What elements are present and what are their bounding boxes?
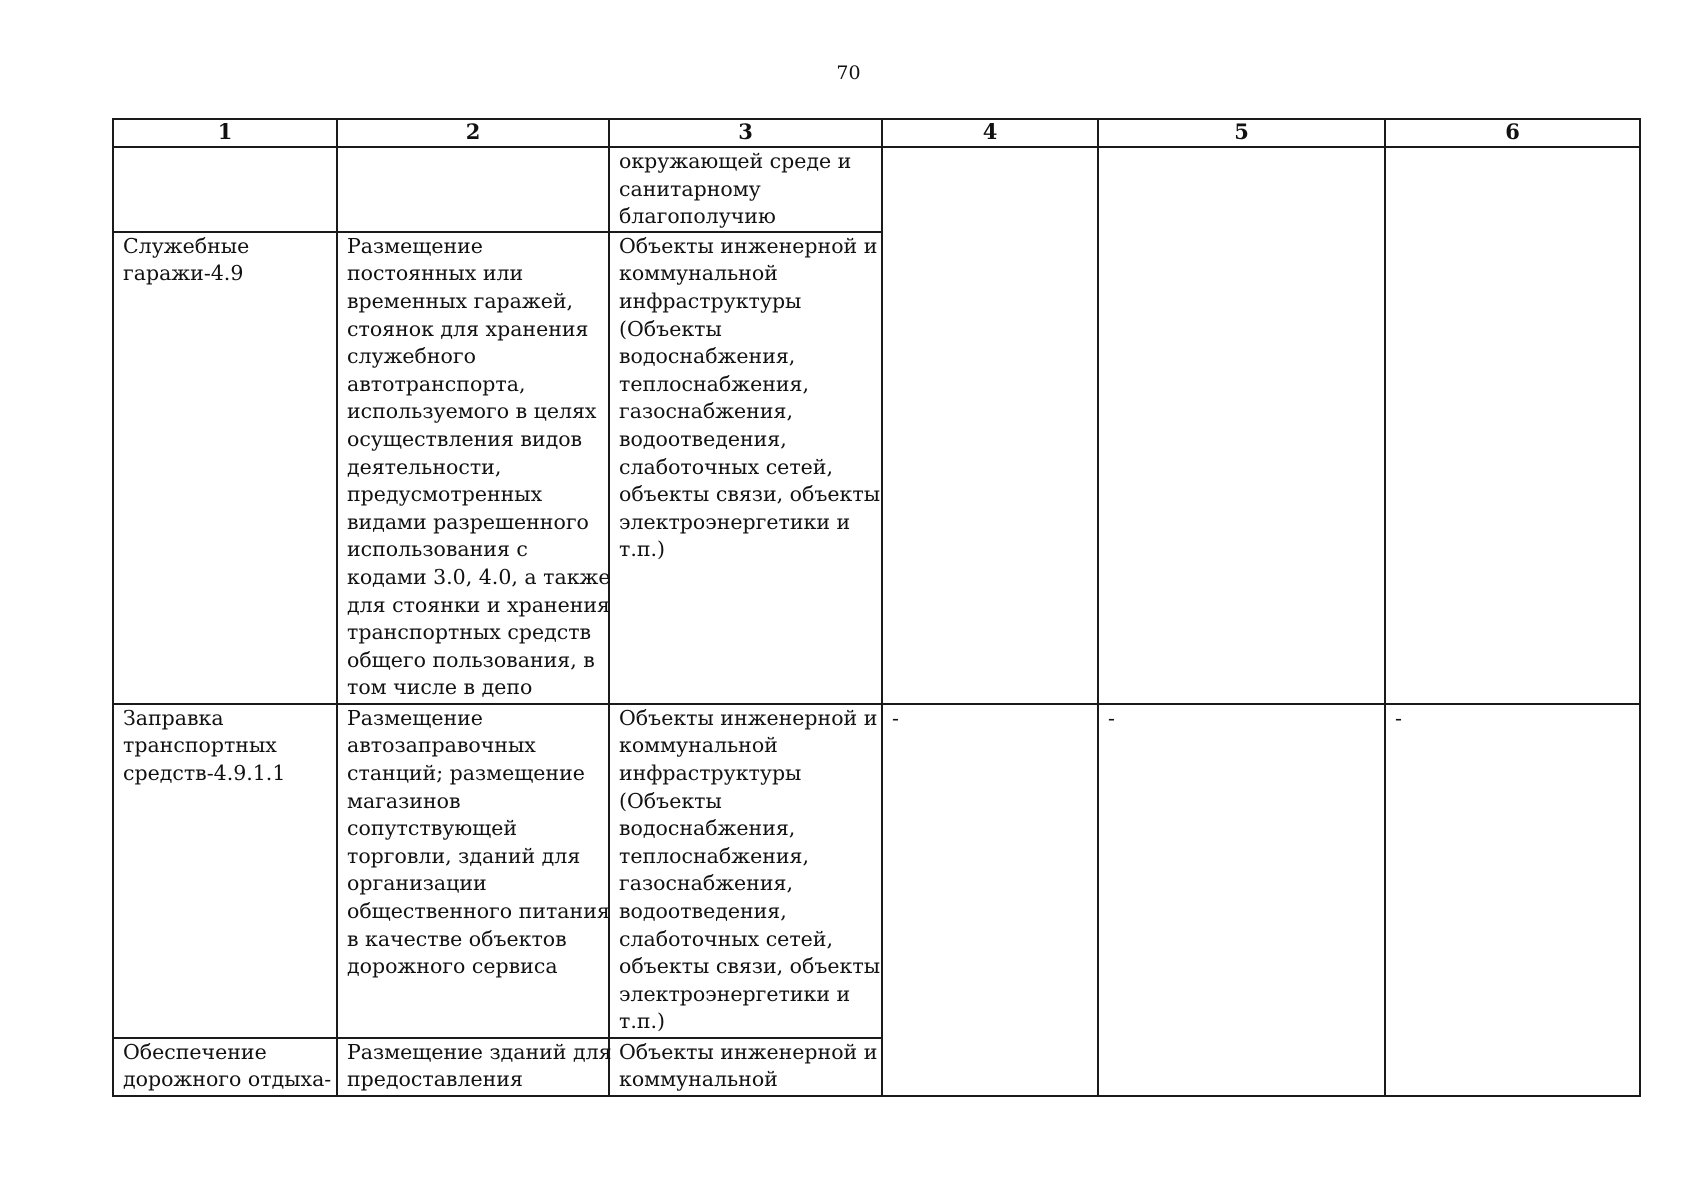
cell-use-description: Размещение постоянных или временных гаражей, стоянок для хранения служебного автотранспорта, используемого в целях осуществления видов деятельности, предусмотренных видами разрешенного использования с кодами 3.0, 4.0, а также для стоянки и хранения транспортных средств общего пользования, в том числе в депо: [337, 232, 609, 704]
table-row-fuel-stations: [113, 704, 1640, 1038]
column-header-3: 3: [609, 119, 882, 147]
table-row-continuation: [113, 147, 1640, 232]
table-header-row: [113, 119, 1640, 147]
cell-use-type: Обеспечение дорожного отдыха-: [113, 1038, 337, 1096]
cell-col5-merged: [1098, 147, 1385, 704]
cell-auxiliary-objects: Объекты инженерной и коммунальной инфраструктуры (Объекты водоснабжения, теплоснабжения, газоснабжения, водоотведения, слаботочных сетей, объекты связи, объекты электроэнергетики и т.п.): [609, 232, 882, 704]
cell-auxiliary-objects: Объекты инженерной и коммунальной инфраструктуры (Объекты водоснабжения, теплоснабжения, газоснабжения, водоотведения, слаботочных сетей, объекты связи, объекты электроэнергетики и т.п.): [609, 704, 882, 1038]
column-header-5: 5: [1098, 119, 1385, 147]
column-header-6: 6: [1385, 119, 1640, 147]
cell-col4-dash: -: [882, 704, 1098, 1096]
cell-continuation-restrictions: окружающей среде и санитарному благополучию: [609, 147, 882, 232]
cell-use-type: Заправка транспортных средств-4.9.1.1: [113, 704, 337, 1038]
cell-col5-dash: -: [1098, 704, 1385, 1096]
column-header-1: 1: [113, 119, 337, 147]
page-number: 70: [836, 62, 861, 84]
cell-use-type: Служебные гаражи-4.9: [113, 232, 337, 704]
column-header-4: 4: [882, 119, 1098, 147]
land-use-table: [112, 118, 1641, 1097]
cell-use-description: Размещение зданий для предоставления: [337, 1038, 609, 1096]
cell-use-description: Размещение автозаправочных станций; размещение магазинов сопутствующей торговли, зданий для организации общественного питания в качестве объектов дорожного сервиса: [337, 704, 609, 1038]
cell-col4-merged: [882, 147, 1098, 704]
cell-empty: [337, 147, 609, 232]
cell-col6-merged: [1385, 147, 1640, 704]
cell-empty: [113, 147, 337, 232]
cell-col6-dash: -: [1385, 704, 1640, 1096]
column-header-2: 2: [337, 119, 609, 147]
cell-auxiliary-objects: Объекты инженерной и коммунальной: [609, 1038, 882, 1096]
